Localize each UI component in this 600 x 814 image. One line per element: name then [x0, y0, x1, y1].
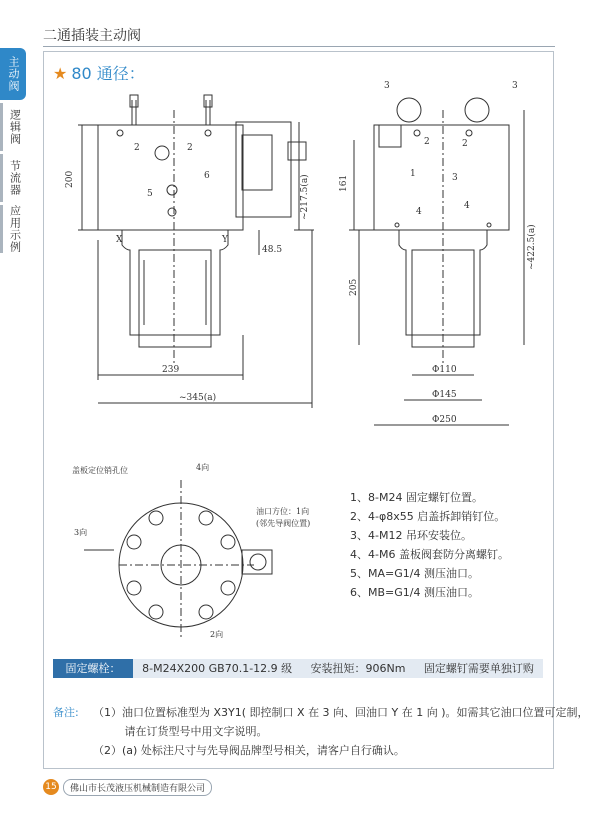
remark-line: （1）油口位置标准型为 X3Y1( 即控制口 X 在 3 向、回油口 Y 在 1 向 )。如需其它油口位置可定制， [93, 706, 589, 719]
side-dim-d145: Φ145 [432, 390, 457, 400]
side-dim-d110: Φ110 [432, 365, 457, 375]
side-dim-h2: 205 [349, 278, 359, 296]
remarks-label: 备注: [53, 706, 79, 719]
front-dim-offset: 48.5 [262, 245, 283, 255]
section-heading-text: 80 通径： [71, 64, 145, 83]
note-item: 6、MB=G1/4 测压油口。 [350, 586, 479, 599]
note-item: 5、MA=G1/4 测压油口。 [350, 567, 479, 580]
side-callout-3c: 3 [452, 173, 458, 183]
note-item: 1、8-M24 固定螺钉位置。 [350, 491, 483, 504]
bolt-spec-label: 固定螺栓： [53, 659, 133, 678]
side-tab-application[interactable]: 应用示例 [0, 205, 26, 253]
side-callout-2a: 2 [424, 137, 430, 147]
front-callout-5: 5 [147, 189, 153, 199]
front-dim-height2: ~217.5(a) [300, 174, 310, 220]
remarks-text [93, 703, 589, 760]
side-dim-h1: 161 [339, 174, 349, 192]
top-label-oil-port-2: (邻先导阀位置) [256, 519, 311, 528]
bolt-spec-bar [53, 659, 543, 678]
front-callout-2b: 2 [187, 143, 193, 153]
front-callout-6: 6 [204, 171, 210, 181]
front-dim-total-width: ~345(a) [179, 393, 217, 403]
note-item: 4、4-M6 盖板阀套防分离螺钉。 [350, 548, 509, 561]
remark-line: （2）(a) 处标注尺寸与先导阀品牌型号相关，请客户自行确认。 [93, 744, 405, 757]
side-callout-3b: 3 [512, 81, 518, 91]
top-label-pin-hole: 盖板定位销孔位 [72, 466, 128, 475]
side-tab-nav [0, 48, 26, 253]
title-divider [43, 46, 555, 47]
side-tab-logic-valve[interactable]: 逻辑阀 [0, 103, 26, 151]
side-dim-total-height: ~422.5(a) [527, 224, 537, 270]
numbered-notes [350, 488, 509, 602]
side-tab-throttle[interactable]: 节流器 [0, 154, 26, 202]
note-item: 2、4-φ8x55 启盖拆卸销钉位。 [350, 510, 506, 523]
page-footer [43, 780, 212, 794]
side-view [349, 98, 524, 425]
side-callout-2b: 2 [462, 139, 468, 149]
top-label-dir4: 4向 [196, 463, 210, 472]
bolt-spec-values [133, 659, 543, 678]
side-callout-4b: 4 [464, 201, 470, 211]
bolt-spec-order-note: 固定螺钉需要单独订购 [423, 662, 534, 675]
top-label-oil-port-1: 油口方位：1向 [256, 507, 310, 516]
top-label-dir2: 2向 [210, 630, 224, 639]
top-view [84, 480, 272, 640]
side-tab-main-valve[interactable]: 主动阀 [0, 48, 26, 100]
bolt-spec-torque: 安装扭矩：906Nm [310, 662, 406, 675]
star-icon: ★ [53, 64, 68, 83]
note-item: 3、4-M12 吊环安装位。 [350, 529, 472, 542]
page-title: 二通插装主动阀 [43, 28, 141, 44]
remark-line: 请在订货型号中用文字说明。 [93, 725, 268, 738]
front-port-x: X [116, 235, 123, 245]
side-callout-1: 1 [410, 169, 416, 179]
bolt-spec-size: 8-M24X200 GB70.1-12.9 级 [142, 662, 293, 675]
company-name: 佛山市长茂液压机械制造有限公司 [63, 779, 212, 796]
front-dim-height: 200 [65, 170, 75, 188]
side-callout-3a: 3 [384, 81, 390, 91]
front-port-y: Y [222, 235, 228, 245]
front-dim-width: 239 [162, 365, 180, 375]
front-callout-2a: 2 [134, 143, 140, 153]
side-callout-4a: 4 [416, 207, 422, 217]
top-label-dir3: 3向 [74, 528, 88, 537]
page-number: 15 [43, 779, 59, 795]
side-dim-d250: Φ250 [432, 415, 457, 425]
